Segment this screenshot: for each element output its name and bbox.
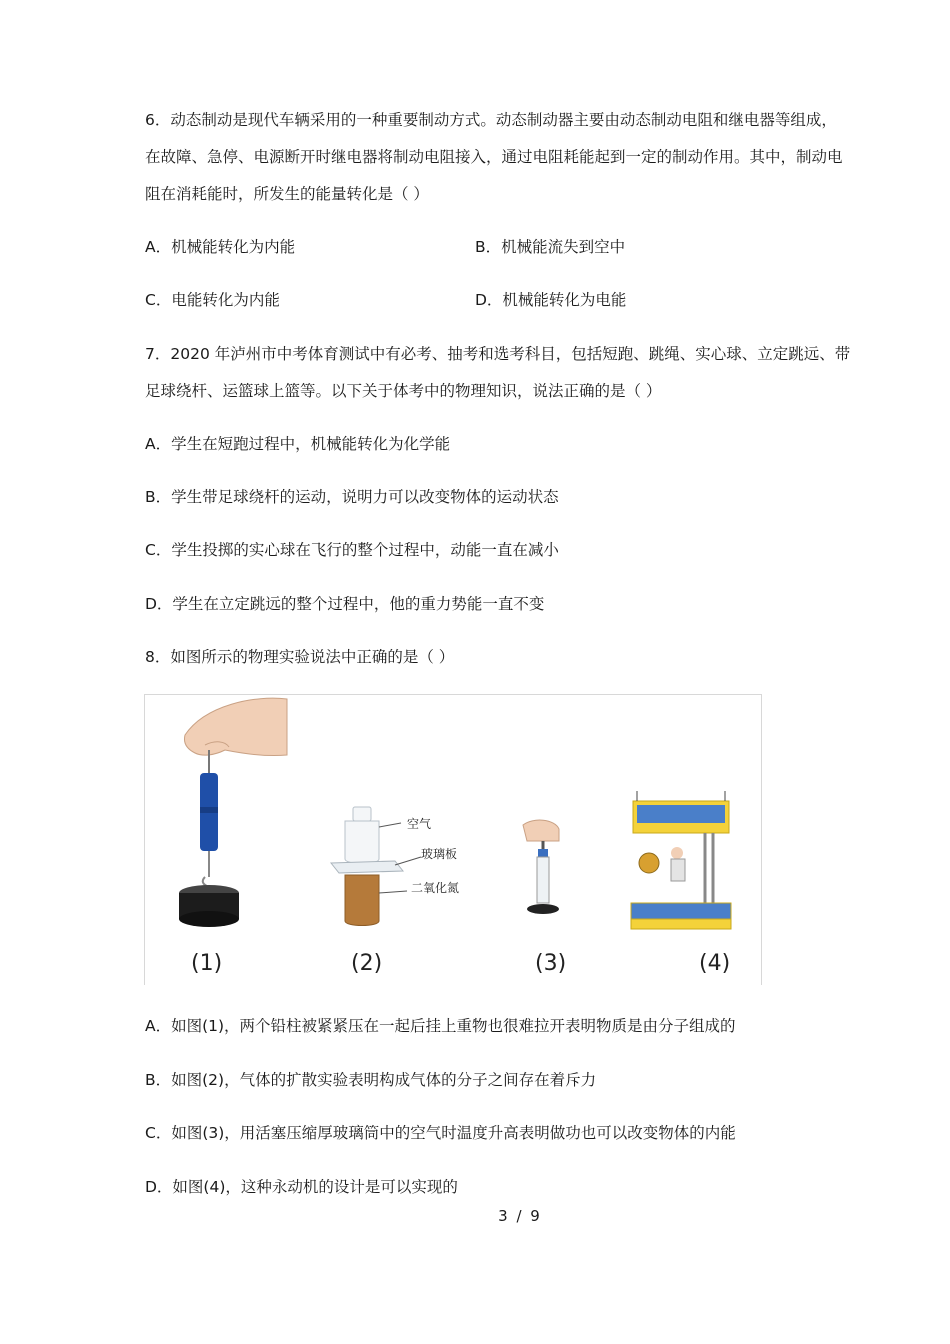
q6-option-d: D．机械能转化为电能: [475, 291, 627, 309]
q8-option-c: C．如图(3)，用活塞压缩厚玻璃筒中的空气时温度升高表明做功也可以改变物体的内能: [145, 1124, 736, 1142]
q6-option-a: A．机械能转化为内能: [145, 238, 296, 256]
q8-option-b: B．如图(2)，气体的扩散实验表明构成气体的分子之间存在着斥力: [145, 1071, 597, 1089]
q7-stem-line1: 7．2020 年泸州市中考体育测试中有必考、抽考和选考科目，包括短跑、跳绳、实心球、立定跳远、带: [145, 345, 851, 363]
q7-stem-line2: 足球绕杆、运篮球上篮等。以下关于体考中的物理知识，说法正确的是（ ）: [145, 382, 662, 400]
page-number: 3 / 9: [498, 1207, 542, 1225]
q6-option-c: C．电能转化为内能: [145, 291, 280, 309]
anno-glass-plate: 玻璃板: [421, 847, 458, 861]
figure-3-fire-syringe: [523, 820, 559, 914]
figure-1-spring-scale: [179, 698, 287, 927]
figure-label-4: (4): [699, 951, 731, 976]
anno-air: 空气: [407, 817, 432, 831]
q7-option-a: A．学生在短跑过程中，机械能转化为化学能: [145, 435, 451, 453]
q6-option-b: B．机械能流失到空中: [475, 238, 626, 256]
figure-label-3: (3): [535, 951, 567, 976]
q7-option-c: C．学生投掷的实心球在飞行的整个过程中，动能一直在减小: [145, 541, 559, 559]
q6-stem-line2: 在故障、急停、电源断开时继电器将制动电阻接入，通过电阻耗能起到一定的制动作用。其中，制动电: [145, 148, 843, 166]
q8-option-a: A．如图(1)，两个铅柱被紧紧压在一起后挂上重物也很难拉开表明物质是由分子组成的: [145, 1017, 736, 1035]
q7-option-d: D．学生在立定跳远的整个过程中，他的重力势能一直不变: [145, 595, 545, 613]
anno-nitrogen-dioxide: 二氧化氮: [411, 881, 460, 895]
q7-option-b: B．学生带足球绕杆的运动，说明力可以改变物体的运动状态: [145, 488, 559, 506]
q8-figure-illustration: [145, 695, 761, 985]
q8-stem: 8．如图所示的物理实验说法中正确的是（ ）: [145, 648, 455, 666]
q6-stem-line3: 阻在消耗能时，所发生的能量转化是（ ）: [145, 185, 429, 203]
figure-4-perpetual-motion: [631, 791, 731, 929]
q8-figure: [144, 694, 762, 985]
q8-option-d: D．如图(4)，这种永动机的设计是可以实现的: [145, 1178, 458, 1196]
q6-stem-line1: 6．动态制动是现代车辆采用的一种重要制动方式。动态制动器主要由动态制动电阻和继电器等组成，: [145, 111, 837, 129]
figure-label-1: (1): [191, 951, 223, 976]
figure-label-2: (2): [351, 951, 383, 976]
